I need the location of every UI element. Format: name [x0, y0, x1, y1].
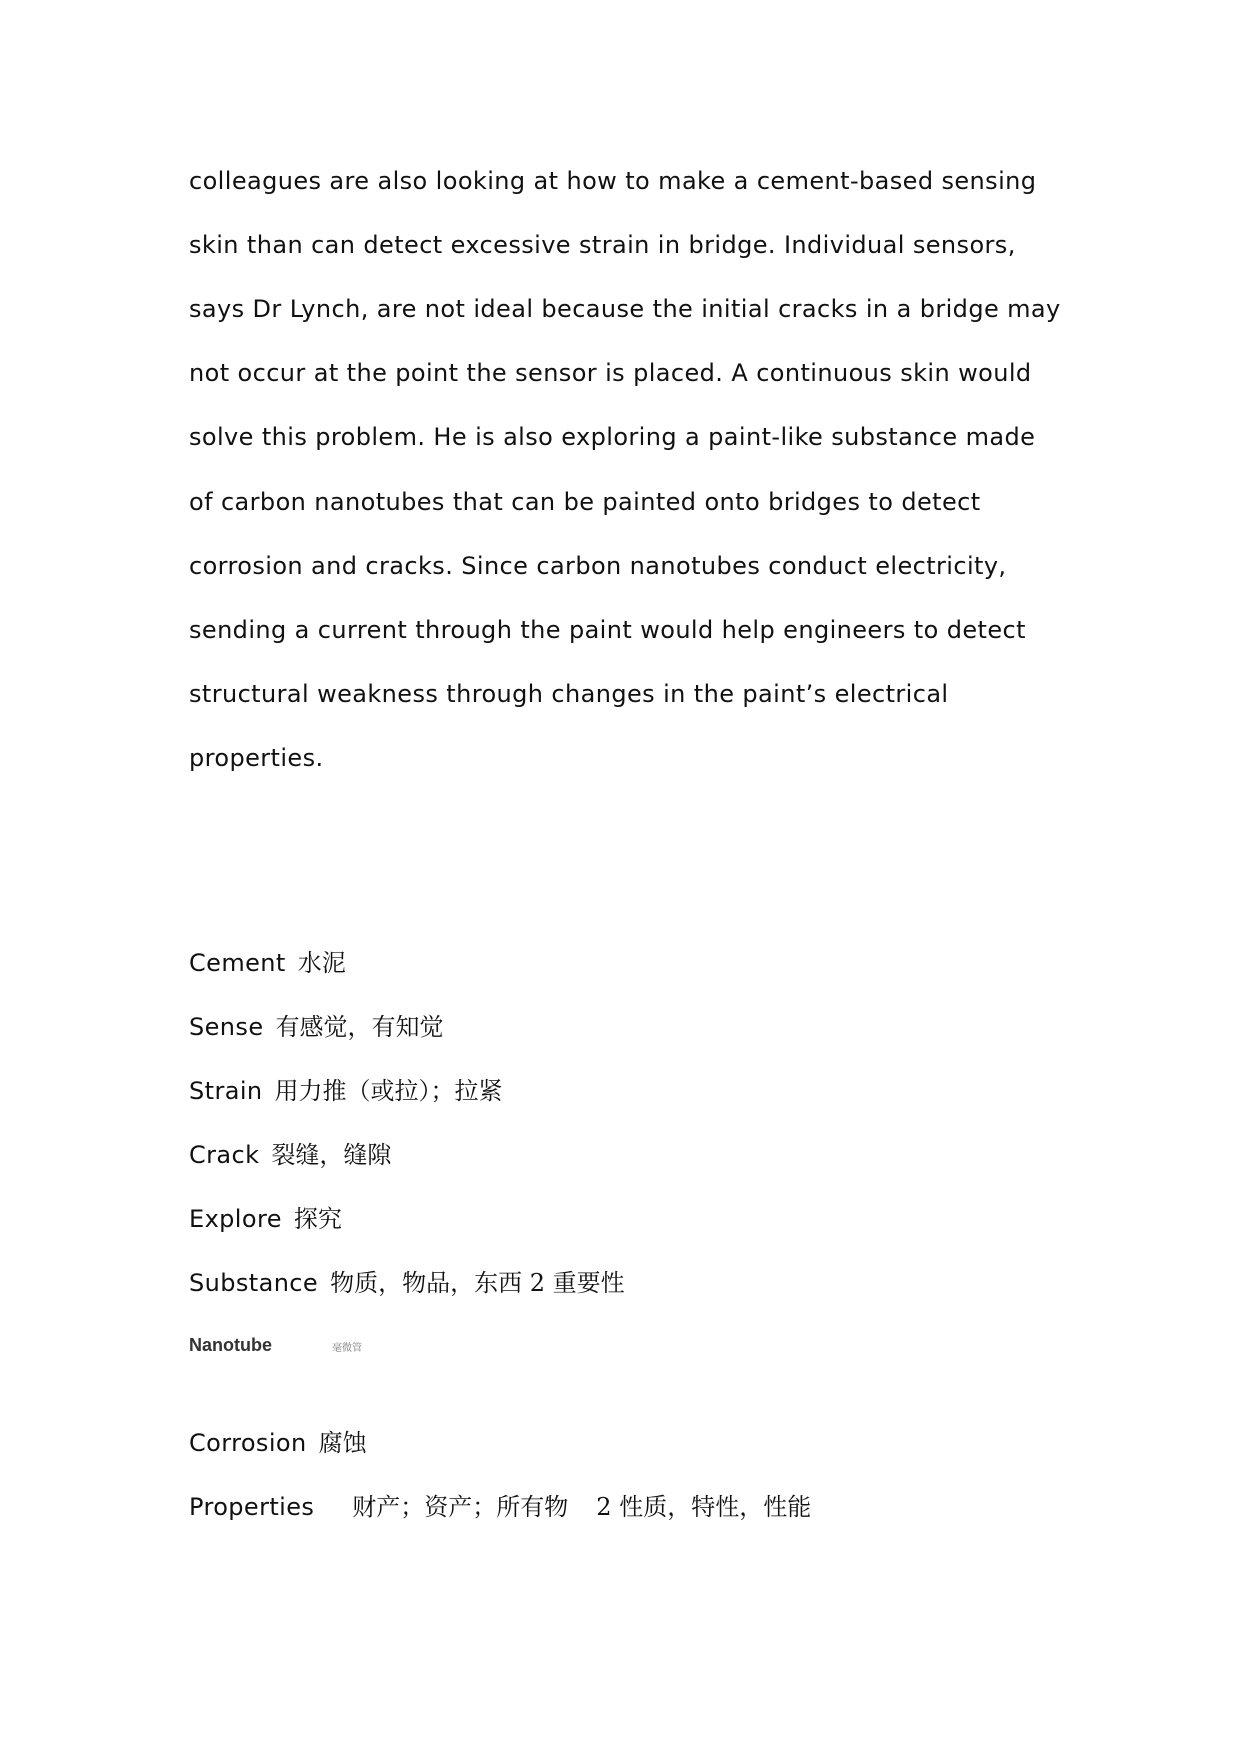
vocab-term: Properties — [189, 1493, 315, 1521]
vocab-entry — [189, 1076, 503, 1106]
vocab-definition: 毫微管 — [332, 1343, 362, 1354]
paragraph-line: properties. — [189, 744, 324, 772]
paragraph-line: not occur at the point the sensor is placed. A continuous skin would — [189, 359, 1032, 387]
paragraph-line: of carbon nanotubes that can be painted onto bridges to detect — [189, 488, 981, 516]
vocab-definition: 物质，物品，东西 2 重要性 — [330, 1269, 625, 1297]
vocab-definition: 裂缝，缝隙 — [271, 1141, 392, 1169]
vocab-term: Cement — [189, 949, 286, 977]
paragraph-line: skin than can detect excessive strain in bridge. Individual sensors, — [189, 231, 1016, 259]
vocab-term: Strain — [189, 1077, 263, 1105]
vocab-entry — [189, 1492, 811, 1522]
vocab-definition-secondary: 2 性质，特性，性能 — [596, 1493, 812, 1521]
vocab-entry — [189, 1428, 367, 1458]
vocab-entry — [189, 1140, 391, 1170]
paragraph-line: sending a current through the paint would help engineers to detect — [189, 616, 1026, 644]
vocab-entry — [189, 1204, 342, 1234]
vocab-entry — [189, 948, 346, 978]
vocab-definition: 腐蚀 — [318, 1429, 367, 1457]
vocab-definition: 有感觉，有知觉 — [275, 1013, 444, 1041]
vocab-definition: 水泥 — [297, 949, 346, 977]
vocab-term: Substance — [189, 1269, 319, 1297]
paragraph-line: says Dr Lynch, are not ideal because the initial cracks in a bridge may — [189, 295, 1061, 323]
paragraph-line: structural weakness through changes in the paint’s electrical — [189, 680, 949, 708]
vocab-term: Crack — [189, 1141, 260, 1169]
vocab-term: Nanotube — [189, 1335, 272, 1355]
vocab-term: Explore — [189, 1205, 282, 1233]
paragraph-line: solve this problem. He is also exploring a paint-like substance made — [189, 423, 1036, 451]
paragraph-line: colleagues are also looking at how to make a cement-based sensing — [189, 167, 1037, 195]
vocab-definition: 用力推（或拉）；拉紧 — [274, 1077, 503, 1105]
vocab-definition: 探究 — [293, 1205, 342, 1233]
vocab-definition: 财产；资产；所有物 — [352, 1493, 569, 1521]
vocab-term: Corrosion — [189, 1429, 307, 1457]
vocab-entry — [189, 1012, 443, 1042]
vocab-term: Sense — [189, 1013, 264, 1041]
vocab-entry — [189, 1268, 625, 1298]
vocab-entry — [189, 1334, 362, 1356]
paragraph-line: corrosion and cracks. Since carbon nanotubes conduct electricity, — [189, 552, 1007, 580]
